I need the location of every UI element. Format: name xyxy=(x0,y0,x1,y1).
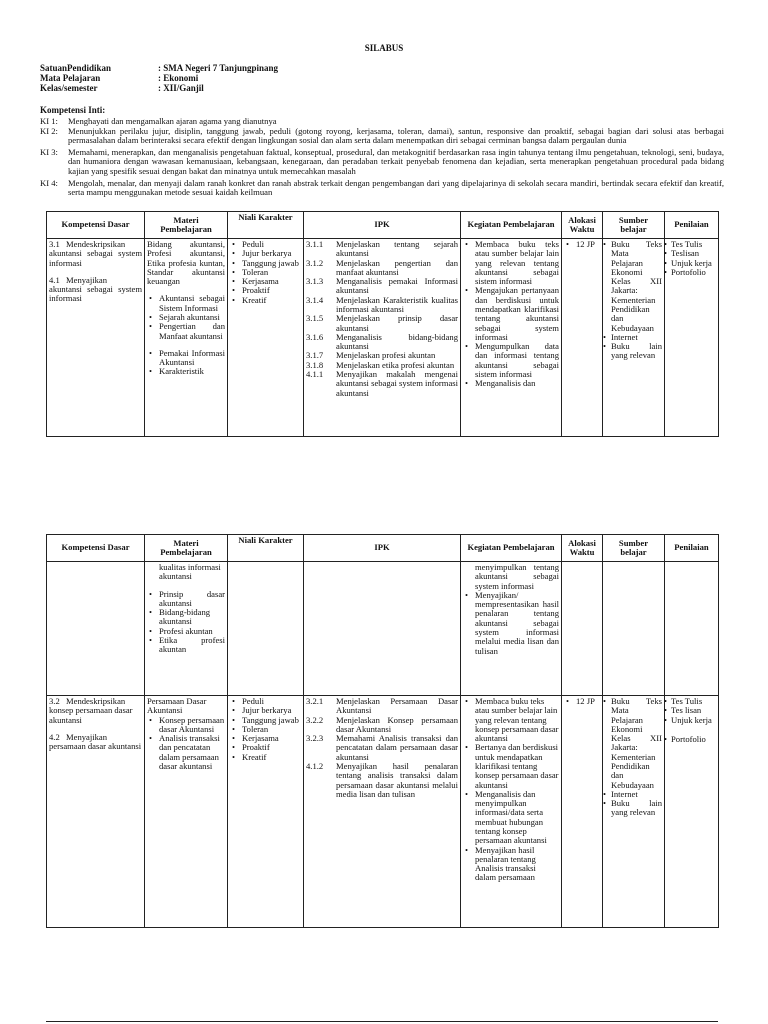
header-kegiatan: Kegiatan Pembelajaran xyxy=(461,212,562,239)
nilai-item: • Toleran xyxy=(230,725,301,734)
nilai-item: • Toleran xyxy=(230,268,301,277)
sumber-cell-continued xyxy=(603,562,665,696)
kegiatan-item: • Menyajikan/ mempresentasikan hasil penalaran tentang akuntansi sebagai system informasi melalui media lisan dan tulisan xyxy=(463,591,559,656)
nilai-item: • Kerjasama xyxy=(230,734,301,743)
ki-4: KI 4: Mengolah, menalar, dan menyaji dalam ranah konkret dan ranah abstrak terkait dengan pengembangan dari yang dipelajarinya di sekolah secara mandiri, bertindak secara efektif dan kreatif, serta mampu menggunakan metode sesuai kaidah keilmuan xyxy=(40,178,724,198)
materi-cell xyxy=(145,239,228,437)
materi-intro: Bidang akuntansi, Profesi akuntansi, Etika profesia kuntan, Standar akuntansi keuangan xyxy=(147,239,225,287)
header-sumber: Sumber belajar xyxy=(603,535,665,562)
nilai-item: • Tanggung jawab xyxy=(230,716,301,725)
kegiatan-item: • Membaca buku teks atau sumber belajar lain yang relevan tentang konsep persamaan dasar akuntansi xyxy=(463,697,559,743)
kd-cell xyxy=(47,696,145,928)
alokasi-cell-continued xyxy=(562,562,603,696)
header-kd: Kompetensi Dasar xyxy=(47,212,145,239)
materi-cell xyxy=(145,696,228,928)
ipk-item: 3.2.2 Menjelaskan Konsep persamaan dasar Akuntansi xyxy=(306,714,458,734)
nilai-item: • Kreatif xyxy=(230,753,301,762)
nilai-item: • Proaktif xyxy=(230,743,301,752)
header-materi: Materi Pembelajaran xyxy=(145,212,228,239)
kd-item: 3.1 Mendeskripsikan akuntansi sebagai system informasi xyxy=(49,239,142,268)
materi-item: • Etika profesi akuntan xyxy=(147,636,225,655)
header-sumber: Sumber belajar xyxy=(603,212,665,239)
penilaian-item: • Teslisan xyxy=(667,249,716,258)
info-row-satuan: SatuanPendidikan : SMA Negeri 7 Tanjungpinang xyxy=(40,63,279,73)
ipk-cell xyxy=(304,696,461,928)
kd-cell xyxy=(47,239,145,437)
materi-item: • Pengertian dan Manfaat akuntansi xyxy=(147,322,225,341)
nilai-item: • Jujur berkarya xyxy=(230,706,301,715)
ki-1: KI 1: Menghayati dan mengamalkan ajaran agama yang dianutnya xyxy=(40,116,277,126)
materi-item: • Karakteristik xyxy=(147,367,225,376)
sumber-item: • Buku lain yang relevan xyxy=(605,342,662,361)
ipk-item: 3.1.2 Menjelaskan pengertian dan manfaat akuntansi xyxy=(306,257,458,277)
ipk-item: 3.1.8 Menjelaskan etika profesi akuntan xyxy=(306,359,455,370)
kegiatan-cell xyxy=(461,696,562,928)
penilaian-item: • Portofolio xyxy=(667,268,716,277)
ki-3: KI 3: Memahami, menerapkan, dan menganalisis pengetahuan faktual, konseptual, prosedural, dan metakognitif berdasarkan rasa ingin tahunya tentang ilmu pengetahuan, teknologi, seni, budaya, dan humaniora dengan wawasan kemanusiaan, kebangsaan, kenegaraan, dan peradaban terkait penyebab fenomena dan kejadian, serta menerapkan pengetahuan procedural pada bidang kajian yang spesifik sesuai dengan bakat dan minatnya untuk memecahkan masalah xyxy=(40,147,724,176)
materi-item: • Pemakai Informasi Akuntansi xyxy=(147,349,225,368)
sumber-item: • Buku Teks Mata Pelajaran Ekonomi Kelas XII Jakarta: Kementerian Pendidikan dan Kebudayaan xyxy=(605,240,662,333)
kd-item: 4.2 Menyajikan persamaan dasar akuntansi xyxy=(49,731,142,752)
sumber-cell xyxy=(603,696,665,928)
ipk-item: 3.1.3 Menganalisis pemakai Informasi akuntansi xyxy=(306,276,458,296)
alokasi-value: • 12 JP xyxy=(564,697,600,706)
sumber-item: • Internet xyxy=(605,333,662,342)
nilai-item: • Peduli xyxy=(230,697,301,706)
kd-cell-continued xyxy=(47,562,145,696)
ki-2: KI 2: Menunjukkan perilaku jujur, disiplin, tanggung jawab, peduli (gotong royong, kerjasama, toleran, damai), santun, responsive dan proaktif, sebagai bagian dari solusi atas berbagai permasalahan dalam berinteraksi secara efektif dengan lingkungan sosial dan alam serta dalam menempatkan diri sebagai cerminan bangsa dalam pergaulan dunia xyxy=(40,126,724,146)
kd-item: 3.2 Mendeskripsikan konsep persamaan dasar akuntansi xyxy=(49,696,133,725)
kegiatan-item: • Mengumpulkan data dan informasi tentang akuntansi sebagai sistem informasi xyxy=(463,342,559,379)
header-penilaian: Penilaian xyxy=(665,212,719,239)
materi-item: • Konsep persamaan dasar Akuntansi xyxy=(147,716,225,735)
penilaian-item: • Tes lisan xyxy=(667,706,716,715)
info-row-mapel: Mata Pelajaran : Ekonomi xyxy=(40,73,199,83)
penilaian-item: • Unjuk kerja xyxy=(667,716,716,725)
kegiatan-item: • Menganalisis dan xyxy=(463,379,559,388)
nilai-cell-continued xyxy=(228,562,304,696)
header-nilai: Niali Karakter xyxy=(228,212,304,239)
materi-item: • Bidang-bidang akuntansi xyxy=(147,608,225,627)
sumber-item: • Buku Teks Mata Pelajaran Ekonomi Kelas XII Jakarta: Kementerian Pendidikan dan Kebudayaan xyxy=(605,697,662,790)
kegiatan-item: • Mengajukan pertanyaan dan berdiskusi untuk mendapatkan klarifikasi tentang akuntansi sebagai system informasi xyxy=(463,286,559,342)
ipk-item: 3.1.4 Menjelaskan Karakteristik kualitas informasi akuntansi xyxy=(306,294,458,314)
nilai-item: • Kreatif xyxy=(230,296,301,305)
materi-item: • Profesi akuntan xyxy=(147,627,225,636)
sumber-cell xyxy=(603,239,665,437)
ipk-item: 3.1.7 Menjelaskan profesi akuntan xyxy=(306,350,436,361)
materi-item: • Analisis transaksi dan pencatatan dalam persamaan dasar akuntansi xyxy=(147,734,225,771)
header-alokasi: Alokasi Waktu xyxy=(562,535,603,562)
header-ipk: IPK xyxy=(304,212,461,239)
ipk-item: 3.2.1 Menjelaskan Persamaan Dasar Akuntansi xyxy=(306,696,458,716)
kegiatan-cell xyxy=(461,239,562,437)
nilai-item: • Proaktif xyxy=(230,286,301,295)
ipk-cell xyxy=(304,239,461,437)
info-row-kelas: Kelas/semester : XII/Ganjil xyxy=(40,83,204,93)
ipk-item: 3.1.1 Menjelaskan tentang sejarah akuntansi xyxy=(306,239,458,259)
syllabus-table-1 xyxy=(46,211,719,437)
ipk-item: 3.1.5 Menjelaskan prinsip dasar akuntansi xyxy=(306,313,458,333)
header-kd: Kompetensi Dasar xyxy=(47,535,145,562)
header-alokasi: Alokasi Waktu xyxy=(562,212,603,239)
nilai-item: • Peduli xyxy=(230,240,301,249)
materi-item: • Prinsip dasar akuntansi xyxy=(147,590,225,609)
sumber-item: • Buku lain yang relevan xyxy=(605,799,662,818)
syllabus-table-2 xyxy=(46,534,719,928)
header-ipk: IPK xyxy=(304,535,461,562)
kegiatan-cell-continued xyxy=(461,562,562,696)
alokasi-cell xyxy=(562,239,603,437)
header-kegiatan: Kegiatan Pembelajaran xyxy=(461,535,562,562)
nilai-item: • Tanggung jawab xyxy=(230,259,301,268)
kegiatan-item: • Bertanya dan berdiskusi untuk mendapatkan klarifikasi tentang konsep persamaan dasar akuntansi xyxy=(463,743,559,789)
kegiatan-item: • Menganalisis dan menyimpulkan informasi/data serta membuat hubungan tentang konsep persamaan akuntansi xyxy=(463,790,559,846)
ipk-item: 3.2.3 Memahami Analisis transaksi dan pencatatan dalam persamaan dasar akuntansi xyxy=(306,733,458,762)
ki-heading: Kompetensi Inti: xyxy=(40,105,106,115)
nilai-item: • Jujur berkarya xyxy=(230,249,301,258)
ipk-item: 4.1.1 Menyajikan makalah mengenai akuntansi sebagai system informasi akuntansi xyxy=(306,368,458,398)
materi-item: • Akuntansi sebagai Sistem Informasi xyxy=(147,294,225,313)
alokasi-cell xyxy=(562,696,603,928)
ipk-item: 3.1.6 Menganalisis bidang-bidang akuntansi xyxy=(306,331,458,352)
header-materi: Materi Pembelajaran xyxy=(145,535,228,562)
ipk-item: 4.1.2 Menyajikan hasil penalaran tentang analisis transaksi dalam persamaan dasar akuntansi melalui media lisan dan tulisan xyxy=(306,760,458,799)
alokasi-value: • 12 JP xyxy=(564,240,600,249)
nilai-item: • Kerjasama xyxy=(230,277,301,286)
kegiatan-item: • Menyajikan hasil penalaran tentang Analisis transaksi dalam persamaan xyxy=(463,846,559,883)
penilaian-cell xyxy=(665,239,719,437)
kegiatan-continued-text: menyimpulkan tentang akuntansi sebagai system informasi xyxy=(475,562,559,591)
materi-intro: Persamaan Dasar Akuntansi xyxy=(147,696,207,716)
penilaian-item: • Tes Tulis xyxy=(667,697,716,706)
nilai-cell xyxy=(228,239,304,437)
penilaian-cell xyxy=(665,696,719,928)
sumber-item: • Internet xyxy=(605,790,662,799)
penilaian-item: • Tes Tulis xyxy=(667,240,716,249)
ipk-cell-continued xyxy=(304,562,461,696)
penilaian-cell-continued xyxy=(665,562,719,696)
header-penilaian: Penilaian xyxy=(665,535,719,562)
materi-item: • Sejarah akuntansi xyxy=(147,313,225,322)
kd-item: 4.1 Menyajikan akuntansi sebagai system informasi xyxy=(49,274,142,304)
penilaian-item: • Unjuk kerja xyxy=(667,259,716,268)
kegiatan-item: • Membaca buku teks atau sumber belajar lain yang relevan tentang akuntansi sebagai sistem informasi xyxy=(463,240,559,286)
materi-cell-continued xyxy=(145,562,228,696)
nilai-cell xyxy=(228,696,304,928)
document-title: SILABUS xyxy=(364,43,404,53)
header-nilai: Niali Karakter xyxy=(228,535,304,562)
penilaian-item: • Portofolio xyxy=(667,735,716,744)
materi-continued-text: kualitas informasi akuntansi xyxy=(159,562,221,582)
